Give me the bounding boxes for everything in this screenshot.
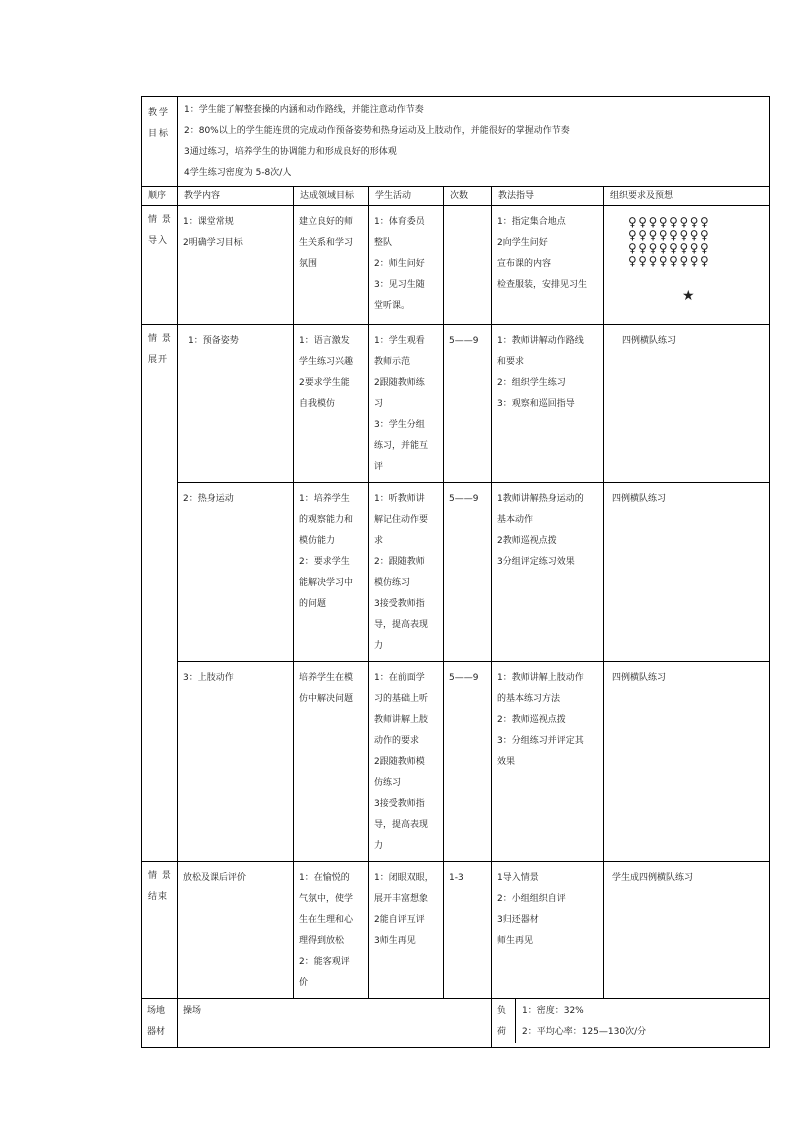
header-row <box>142 187 770 206</box>
section-label-line: 展开 <box>148 355 169 365</box>
content-line: 1：课堂常规 <box>183 217 234 227</box>
goal-line: 培养学生在模 <box>299 673 354 683</box>
content-line: 放松及课后评价 <box>183 873 247 883</box>
lesson-plan-table <box>141 96 770 1048</box>
count-cell <box>444 325 492 483</box>
content-cell <box>178 483 294 662</box>
guidance-line: 1导入情景 <box>497 873 539 883</box>
header-activity: 学生活动 <box>375 191 412 201</box>
organization-cell <box>604 206 770 325</box>
header-goal: 达成领域目标 <box>300 191 355 201</box>
guidance-line: 2：组织学生练习 <box>497 378 566 388</box>
header-content: 教学内容 <box>184 191 221 201</box>
goal-item: 2：80%以上的学生能连贯的完成动作预备姿势和热身运动及上肢动作，并能很好的掌握动作节奏 <box>184 126 570 136</box>
section-label-line: 导入 <box>148 236 169 246</box>
load-label-line: 荷 <box>497 1027 507 1037</box>
header-order: 顺序 <box>148 191 167 201</box>
load-label <box>492 999 516 1043</box>
goal-line: 2：要求学生 <box>299 557 350 567</box>
guidance-line: 和要求 <box>497 357 525 367</box>
activity-line: 1：闭眼双眼， <box>374 873 434 883</box>
activity-line: 教师讲解上肢 <box>374 715 429 725</box>
venue-value-cell <box>178 999 492 1048</box>
goal-cell <box>294 483 369 662</box>
goal-line: 2要求学生能 <box>299 378 350 388</box>
section-develop-row <box>142 662 770 862</box>
goal-line: 能解决学习中 <box>299 578 354 588</box>
goals-row <box>142 97 770 187</box>
activity-line: 展开丰富想象 <box>374 894 429 904</box>
goal-line: 生关系和学习 <box>299 238 354 248</box>
organization-cell <box>604 325 770 483</box>
activity-line: 1：听教师讲 <box>374 494 425 504</box>
goals-label-cell <box>142 97 178 187</box>
activity-line: 习的基础上听 <box>374 694 429 704</box>
section-intro-row <box>142 206 770 325</box>
goals-label-line: 目标 <box>148 129 171 139</box>
activity-line: 1：在前面学 <box>374 673 425 683</box>
content-line: 2明确学习目标 <box>183 238 243 248</box>
organization-cell <box>604 862 770 999</box>
guidance-line: 2教师巡视点拨 <box>497 536 557 546</box>
goal-line: 1：培养学生 <box>299 494 350 504</box>
goal-cell <box>294 206 369 325</box>
formation-row: ♀♀♀♀♀♀♀♀ <box>628 215 711 229</box>
goal-line: 1：语言激发 <box>299 336 350 346</box>
goal-item: 1：学生能了解整套操的内涵和动作路线，并能注意动作节奏 <box>184 105 424 115</box>
load-item: 2：平均心率：125—130次/分 <box>522 1027 647 1037</box>
header-count: 次数 <box>450 191 469 201</box>
venue-label-line: 器材 <box>147 1027 166 1037</box>
section-label-cell <box>142 325 178 862</box>
header-cell <box>604 187 770 206</box>
section-develop-row <box>142 325 770 483</box>
activity-line: 3：见习生随 <box>374 280 425 290</box>
organization-cell <box>604 662 770 862</box>
guidance-line: 2：教师巡视点拨 <box>497 715 566 725</box>
goal-cell <box>294 325 369 483</box>
organization-text: 学生成四例横队练习 <box>612 873 694 883</box>
count-cell <box>444 483 492 662</box>
guidance-line: 基本动作 <box>497 515 534 525</box>
activity-cell <box>369 483 444 662</box>
goal-line: 自我模仿 <box>299 399 336 409</box>
guidance-line: 3：分组练习并评定其 <box>497 736 584 746</box>
goal-line: 建立良好的师 <box>299 217 354 227</box>
count-value: 1-3 <box>449 873 464 883</box>
activity-cell <box>369 862 444 999</box>
load-item: 1：密度：32% <box>522 1006 584 1016</box>
venue-value: 操场 <box>183 1006 202 1016</box>
activity-line: 堂听课。 <box>374 301 411 311</box>
guidance-cell <box>492 483 604 662</box>
activity-line: 导，提高表现 <box>374 620 429 630</box>
guidance-line: 3：观察和巡回指导 <box>497 399 575 409</box>
activity-line: 力 <box>374 641 384 651</box>
formation-row: ♀♀♀♀♀♀♀♀ <box>628 241 711 255</box>
count-value <box>444 206 491 216</box>
activity-line: 仿练习 <box>374 778 402 788</box>
goal-line: 氛围 <box>299 259 318 269</box>
activity-line: 2跟随教师模 <box>374 757 425 767</box>
count-cell <box>444 862 492 999</box>
section-label-line: 情 景 <box>148 215 172 225</box>
header-cell <box>178 187 294 206</box>
goal-cell <box>294 862 369 999</box>
goal-line: 气氛中，使学 <box>299 894 354 904</box>
goal-line: 生在生理和心 <box>299 915 354 925</box>
goal-line: 的问题 <box>299 599 327 609</box>
guidance-line: 1教师讲解热身运动的 <box>497 494 584 504</box>
activity-line: 导，提高表现 <box>374 820 429 830</box>
activity-cell <box>369 325 444 483</box>
formation-row: ♀♀♀♀♀♀♀♀ <box>628 228 711 242</box>
goal-line: 1：在愉悦的 <box>299 873 350 883</box>
guidance-cell <box>492 325 604 483</box>
organization-text: 四例横队练习 <box>612 673 667 683</box>
activity-line: 习 <box>374 399 384 409</box>
activity-cell <box>369 662 444 862</box>
goal-line: 模仿能力 <box>299 536 336 546</box>
header-cell <box>369 187 444 206</box>
content-line: 1：预备姿势 <box>188 336 239 346</box>
section-label-line: 情 景 <box>148 871 172 881</box>
load-values <box>516 999 646 1043</box>
count-value: 5——9 <box>449 336 479 346</box>
activity-line: 3接受教师指 <box>374 799 425 809</box>
goals-label-line: 教学 <box>148 108 171 118</box>
header-cell <box>142 187 178 206</box>
guidance-cell <box>492 206 604 325</box>
guidance-line: 2：小组组织自评 <box>497 894 566 904</box>
goal-line: 2：能客观评 <box>299 957 350 967</box>
activity-line: 求 <box>374 536 384 546</box>
content-cell <box>178 206 294 325</box>
activity-cell <box>369 206 444 325</box>
goal-item: 3通过练习，培养学生的协调能力和形成良好的形体观 <box>184 147 397 157</box>
section-label-cell <box>142 862 178 999</box>
venue-label-line: 场地 <box>147 1006 166 1016</box>
organization-text: 四例横队练习 <box>612 494 667 504</box>
content-line: 3：上肢动作 <box>183 673 234 683</box>
content-cell <box>178 325 294 483</box>
goal-line: 价 <box>299 978 309 988</box>
goal-line: 的观察能力和 <box>299 515 354 525</box>
activity-line: 1：体育委员 <box>374 217 425 227</box>
activity-line: 模仿练习 <box>374 578 411 588</box>
section-develop-row <box>142 483 770 662</box>
guidance-line: 师生再见 <box>497 936 534 946</box>
teacher-star-icon: ★ <box>682 288 695 304</box>
activity-line: 2能自评互评 <box>374 915 425 925</box>
guidance-cell <box>492 862 604 999</box>
student-formation <box>604 206 769 304</box>
goals-content-cell <box>178 97 770 187</box>
header-organization: 组织要求及预想 <box>610 191 674 201</box>
activity-line: 力 <box>374 841 384 851</box>
guidance-line: 2向学生问好 <box>497 238 548 248</box>
guidance-line: 1：教师讲解动作路线 <box>497 336 584 346</box>
activity-line: 评 <box>374 462 384 472</box>
activity-line: 3：学生分组 <box>374 420 425 430</box>
guidance-line: 3归还器材 <box>497 915 539 925</box>
organization-cell <box>604 483 770 662</box>
guidance-line: 检查服装，安排见习生 <box>497 280 588 290</box>
header-cell <box>492 187 604 206</box>
content-cell <box>178 662 294 862</box>
activity-line: 2：师生问好 <box>374 259 425 269</box>
activity-line: 动作的要求 <box>374 736 420 746</box>
goal-line: 仿中解决问题 <box>299 694 354 704</box>
guidance-line: 的基本练习方法 <box>497 694 561 704</box>
header-cell <box>294 187 369 206</box>
activity-line: 解记住动作要 <box>374 515 429 525</box>
guidance-line: 宣布课的内容 <box>497 259 552 269</box>
activity-line: 练习，并能互 <box>374 441 429 451</box>
goal-cell <box>294 662 369 862</box>
organization-text: 四例横队练习 <box>622 336 677 346</box>
section-label-cell <box>142 206 178 325</box>
activity-line: 3接受教师指 <box>374 599 425 609</box>
guidance-line: 效果 <box>497 757 516 767</box>
venue-label-cell <box>142 999 178 1048</box>
activity-line: 1：学生观看 <box>374 336 425 346</box>
guidance-line: 1：教师讲解上肢动作 <box>497 673 584 683</box>
count-value: 5——9 <box>449 494 479 504</box>
guidance-cell <box>492 662 604 862</box>
content-cell <box>178 862 294 999</box>
content-line: 2：热身运动 <box>183 494 234 504</box>
guidance-line: 1：指定集合地点 <box>497 217 566 227</box>
section-label-line: 情 景 <box>148 334 172 344</box>
activity-line: 3师生再见 <box>374 936 416 946</box>
load-cell <box>492 999 770 1048</box>
count-cell <box>444 206 492 325</box>
activity-line: 教师示范 <box>374 357 411 367</box>
header-cell <box>444 187 492 206</box>
count-cell <box>444 662 492 862</box>
goal-item: 4学生练习密度为 5-8次/人 <box>184 168 292 178</box>
guidance-line: 3分组评定练习效果 <box>497 557 575 567</box>
activity-line: 2：跟随教师 <box>374 557 425 567</box>
goal-line: 理得到放松 <box>299 936 345 946</box>
formation-row: ♀♀♀♀♀♀♀♀ <box>628 254 711 268</box>
header-guidance: 教法指导 <box>498 191 535 201</box>
section-end-row <box>142 862 770 999</box>
footer-row <box>142 999 770 1048</box>
activity-line: 2跟随教师练 <box>374 378 425 388</box>
activity-line: 整队 <box>374 238 393 248</box>
load-label-line: 负 <box>497 1006 507 1016</box>
section-label-line: 结束 <box>148 892 169 902</box>
count-value: 5——9 <box>449 673 479 683</box>
goal-line: 学生练习兴趣 <box>299 357 354 367</box>
